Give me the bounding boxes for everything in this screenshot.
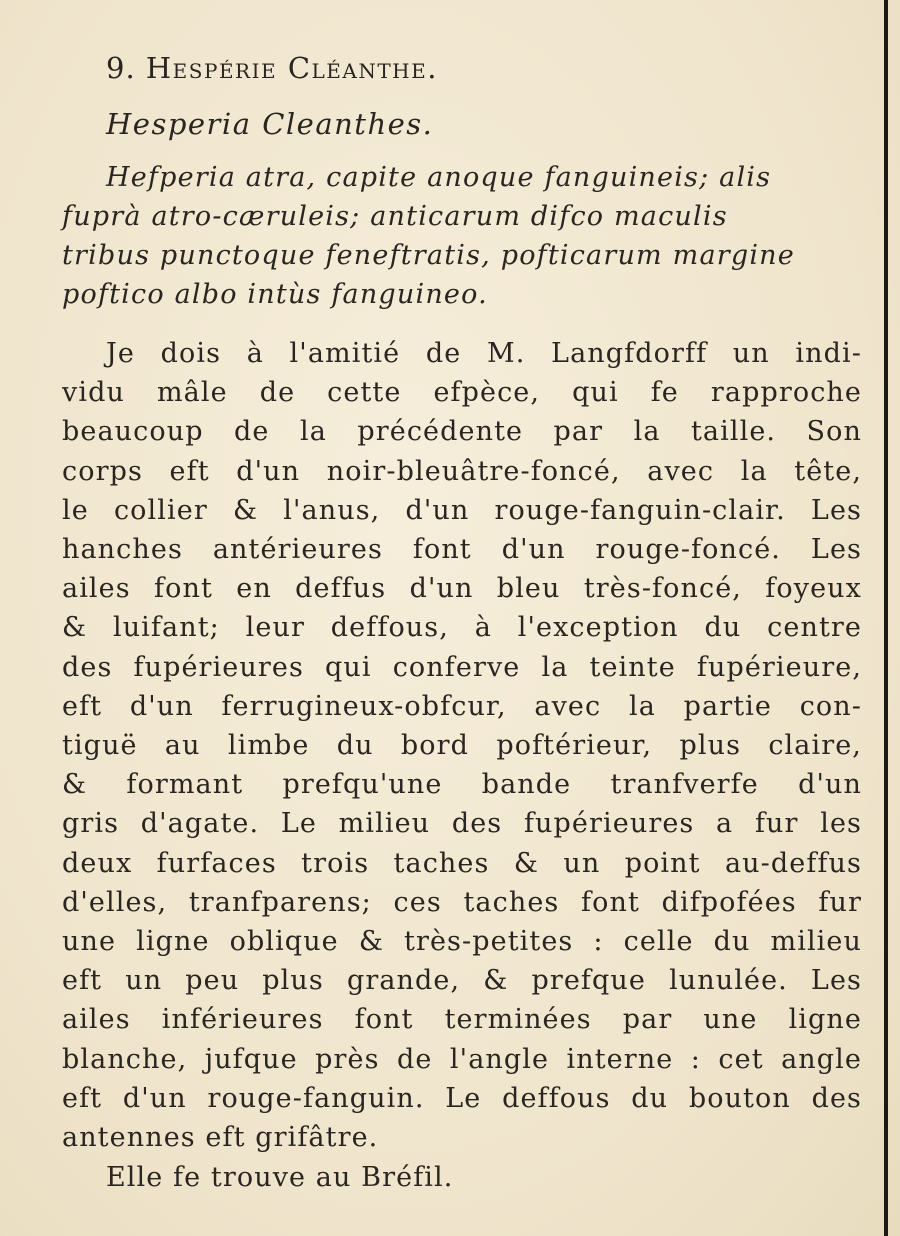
- description-line: antennes eft grifâtre.: [62, 1122, 379, 1154]
- species-latin-name: [62, 104, 862, 144]
- description-line: deux furfaces trois taches & un point au-deffus: [62, 847, 862, 879]
- diagnosis-line: fuprà atro-cæruleis; anticarum difco maculis: [62, 201, 728, 232]
- description-line: beaucoup de la précédente par la taille. Son: [62, 416, 862, 448]
- description-line: eft d'un rouge-fanguin. Le deffous du bouton des: [62, 1082, 862, 1114]
- description-line: & formant prefqu'une bande tranfverfe d'un: [62, 769, 862, 801]
- description-line: & luifant; leur deffous, à l'exception du centre: [62, 612, 862, 644]
- description-line: eft un peu plus grande, & prefque lunulée. Les: [62, 965, 862, 997]
- species-heading: [62, 48, 862, 88]
- diagnosis-line: poftico albo intùs fanguineo.: [62, 279, 488, 310]
- description-line: ailes font en deffus d'un bleu très-foncé, foyeux: [62, 573, 862, 605]
- description-line: d'elles, tranfparens; ces taches font difpofées fur: [62, 886, 862, 918]
- description-line: des fupérieures qui conferve la teinte fupérieure,: [62, 651, 862, 683]
- habitat-text: Elle fe trouve au Bréfil.: [106, 1162, 454, 1193]
- description-line: eft d'un ferrugineux-obfcur, avec la partie con-: [62, 690, 862, 722]
- description-line: corps eft d'un noir-bleuâtre-foncé, avec la tête,: [62, 455, 862, 487]
- page-edge-rule: [884, 0, 888, 1236]
- description-line: ailes inférieures font terminées par une ligne: [62, 1004, 862, 1036]
- description-line: gris d'agate. Le milieu des fupérieures a fur les: [62, 808, 862, 840]
- description-line: vidu mâle de cette efpèce, qui fe rapproche: [62, 377, 862, 409]
- description-line: tiguë au limbe du bord poftérieur, plus claire,: [62, 730, 862, 762]
- description-line: hanches antérieures font d'un rouge-foncé. Les: [62, 534, 862, 566]
- diagnosis-line: tribus punctoque feneftratis, pofticarum margine: [62, 240, 795, 271]
- description-paragraph: [62, 334, 862, 1157]
- description-line: blanche, jufque près de l'angle interne : cet angle: [62, 1043, 862, 1075]
- diagnosis-line: Hefperia atra, capite anoque fanguineis; alis: [106, 162, 772, 193]
- latin-name-text: Hesperia Cleanthes.: [106, 107, 434, 141]
- description-line: Je dois à l'amitié de M. Langfdorff un indi-: [106, 338, 862, 369]
- description-line: le collier & l'anus, d'un rouge-fanguin-clair. Les: [62, 494, 862, 526]
- habitat-note: [62, 1158, 862, 1197]
- latin-diagnosis: [62, 158, 862, 314]
- species-common-name: Hespérie Cléanthe.: [145, 51, 438, 85]
- species-number: 9.: [106, 51, 136, 85]
- description-line: une ligne oblique & très-petites : celle du milieu: [62, 926, 862, 958]
